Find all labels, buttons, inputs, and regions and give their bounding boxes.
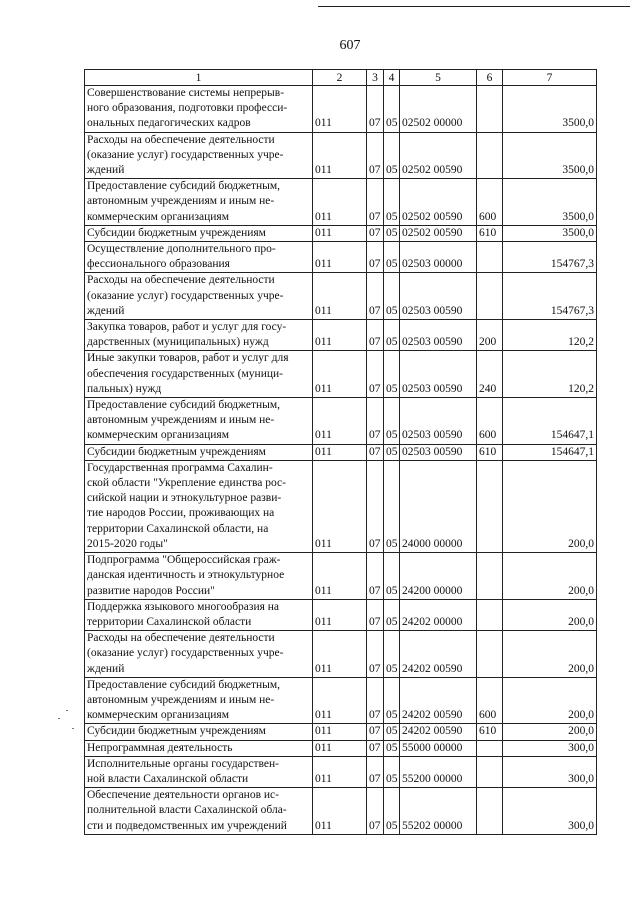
subsection-code-cell: 05 (384, 740, 400, 756)
item-name-line: Совершенствование системы непрерыв- (87, 87, 285, 99)
section-code-cell: 07 (367, 86, 384, 133)
item-name-line: (оказание услуг) государственных учре- (87, 647, 284, 660)
amount-cell: 120,2 (503, 320, 597, 351)
amount-cell: 3500,0 (503, 179, 597, 226)
section-code-cell: 07 (367, 788, 384, 835)
item-name-line: Иные закупки товаров, работ и услуг для (87, 352, 289, 365)
target-code-cell: 24000 00000 (400, 460, 477, 552)
table-row (85, 460, 597, 552)
ministry-code-cell: 011 (313, 273, 367, 320)
amount-cell: 3500,0 (503, 225, 597, 241)
target-code-cell: 02503 00590 (400, 444, 477, 460)
item-name-cell (85, 351, 313, 398)
ministry-code-cell: 011 (313, 460, 367, 552)
section-code-cell: 07 (367, 132, 384, 179)
table-row (85, 132, 597, 179)
item-name-line: ональных педагогических кадров (87, 117, 251, 130)
subsection-code-cell: 05 (384, 756, 400, 787)
item-name-line: сийской нации и этнокультурное разви- (87, 492, 282, 505)
column-header: 2 (313, 70, 367, 86)
subsection-code-cell: 05 (384, 320, 400, 351)
budget-table (84, 69, 597, 835)
ministry-code-cell: 011 (313, 398, 367, 445)
item-name-line: ной власти Сахалинской области (87, 772, 249, 785)
subsection-code-cell: 05 (384, 599, 400, 630)
section-code-cell: 07 (367, 677, 384, 724)
item-name-line: Подпрограмма "Общероссийская граж- (87, 554, 281, 567)
item-name-cell (85, 724, 313, 740)
table-row (85, 444, 597, 460)
item-name-line: Предоставление субсидий бюджетным, (87, 180, 281, 193)
target-code-cell: 02503 00590 (400, 273, 477, 320)
subsection-code-cell: 05 (384, 724, 400, 740)
item-name-line: обеспечения государственных (муници- (87, 367, 283, 380)
target-code-cell: 02502 00590 (400, 132, 477, 179)
ministry-code-cell: 011 (313, 677, 367, 724)
target-code-cell: 24202 00000 (400, 599, 477, 630)
subsection-code-cell: 05 (384, 444, 400, 460)
section-code-cell: 07 (367, 599, 384, 630)
amount-cell: 3500,0 (503, 86, 597, 133)
expense-type-cell (477, 631, 503, 678)
header-row (85, 70, 597, 86)
item-name-line: автономным учреждениям и иным не- (87, 414, 275, 427)
column-header: 6 (477, 70, 503, 86)
item-name-line: Предоставление субсидий бюджетным, (87, 399, 281, 412)
subsection-code-cell: 05 (384, 179, 400, 226)
expense-type-cell (477, 599, 503, 630)
amount-cell: 154767,3 (503, 273, 597, 320)
section-code-cell: 07 (367, 756, 384, 787)
section-code-cell: 07 (367, 724, 384, 740)
item-name-line: дарственных (муниципальных) нужд (87, 336, 269, 349)
table-row (85, 740, 597, 756)
ministry-code-cell: 011 (313, 444, 367, 460)
item-name-line: Субсидии бюджетным учреждениям (87, 226, 266, 239)
section-code-cell: 07 (367, 273, 384, 320)
expense-type-cell (477, 756, 503, 787)
item-name-cell (85, 320, 313, 351)
item-name-cell (85, 398, 313, 445)
table-row (85, 398, 597, 445)
scan-speck (66, 710, 68, 711)
ministry-code-cell: 011 (313, 724, 367, 740)
subsection-code-cell: 05 (384, 351, 400, 398)
item-name-line: сти и подведомственных им учреждений (87, 819, 287, 832)
subsection-code-cell: 05 (384, 677, 400, 724)
expense-type-cell (477, 788, 503, 835)
section-code-cell: 07 (367, 320, 384, 351)
subsection-code-cell: 05 (384, 132, 400, 179)
item-name-line: фессионального образования (87, 258, 230, 271)
subsection-code-cell: 05 (384, 553, 400, 600)
amount-cell: 154767,3 (503, 242, 597, 273)
expense-type-cell (477, 740, 503, 756)
column-header: 4 (384, 70, 400, 86)
item-name-line: Исполнительные органы государствен- (87, 757, 279, 770)
table-row (85, 179, 597, 226)
subsection-code-cell: 05 (384, 273, 400, 320)
item-name-cell (85, 132, 313, 179)
item-name-line: Государственная программа Сахалин- (87, 461, 273, 474)
target-code-cell: 24202 00590 (400, 724, 477, 740)
target-code-cell: 02502 00000 (400, 86, 477, 133)
amount-cell: 3500,0 (503, 132, 597, 179)
table-row (85, 273, 597, 320)
section-code-cell: 07 (367, 444, 384, 460)
amount-cell: 200,0 (503, 631, 597, 678)
ministry-code-cell: 011 (313, 86, 367, 133)
amount-cell: 120,2 (503, 351, 597, 398)
ministry-code-cell: 011 (313, 225, 367, 241)
expense-type-cell: 610 (477, 225, 503, 241)
expense-type-cell (477, 86, 503, 133)
ministry-code-cell: 011 (313, 553, 367, 600)
table-row (85, 599, 597, 630)
item-name-line: развитие народов России" (87, 584, 215, 597)
item-name-line: Субсидии бюджетным учреждениям (87, 445, 266, 458)
expense-type-cell (477, 132, 503, 179)
item-name-line: Предоставление субсидий бюджетным, (87, 678, 281, 691)
table-row (85, 351, 597, 398)
amount-cell: 300,0 (503, 740, 597, 756)
amount-cell: 300,0 (503, 756, 597, 787)
ministry-code-cell: 011 (313, 179, 367, 226)
table-row (85, 86, 597, 133)
page-number: 607 (339, 38, 361, 53)
target-code-cell: 55200 00000 (400, 756, 477, 787)
item-name-line: коммерческим организациям (87, 429, 229, 442)
table-row (85, 225, 597, 241)
item-name-cell (85, 273, 313, 320)
item-name-cell (85, 599, 313, 630)
table-row (85, 788, 597, 835)
ministry-code-cell: 011 (313, 132, 367, 179)
expense-type-cell (477, 460, 503, 552)
table-row (85, 553, 597, 600)
item-name-cell (85, 86, 313, 133)
subsection-code-cell: 05 (384, 788, 400, 835)
item-name-line: ного образования, подготовки професси- (87, 102, 288, 115)
target-code-cell: 24202 00590 (400, 631, 477, 678)
column-header: 3 (367, 70, 384, 86)
table-row (85, 756, 597, 787)
item-name-cell (85, 740, 313, 756)
section-code-cell: 07 (367, 460, 384, 552)
column-header: 1 (85, 70, 313, 86)
expense-type-cell (477, 242, 503, 273)
item-name-line: Обеспечение деятельности органов ис- (87, 789, 279, 802)
column-header: 7 (503, 70, 597, 86)
section-code-cell: 07 (367, 553, 384, 600)
section-code-cell: 07 (367, 179, 384, 226)
section-code-cell: 07 (367, 225, 384, 241)
item-name-line: пальных) нужд (87, 382, 162, 395)
ministry-code-cell: 011 (313, 320, 367, 351)
item-name-line: ской области "Укрепление единства рос- (87, 477, 286, 490)
amount-cell: 200,0 (503, 724, 597, 740)
item-name-line: Поддержка языкового многообразия на (87, 600, 280, 613)
expense-type-cell (477, 273, 503, 320)
item-name-line: ждений (87, 662, 125, 675)
ministry-code-cell: 011 (313, 740, 367, 756)
item-name-cell (85, 242, 313, 273)
section-code-cell: 07 (367, 631, 384, 678)
item-name-line: ждений (87, 164, 125, 177)
item-name-line: коммерческим организациям (87, 210, 229, 223)
ministry-code-cell: 011 (313, 599, 367, 630)
expense-type-cell: 600 (477, 179, 503, 226)
item-name-line: 2015-2020 годы" (87, 537, 168, 550)
item-name-cell (85, 444, 313, 460)
item-name-line: территории Сахалинской области, на (87, 522, 269, 535)
column-header: 5 (400, 70, 477, 86)
item-name-line: (оказание услуг) государственных учре- (87, 289, 284, 302)
item-name-line: автономным учреждениям и иным не- (87, 693, 275, 706)
target-code-cell: 24200 00000 (400, 553, 477, 600)
item-name-line: Расходы на обеспечение деятельности (87, 274, 275, 287)
expense-type-cell: 600 (477, 677, 503, 724)
section-code-cell: 07 (367, 398, 384, 445)
subsection-code-cell: 05 (384, 242, 400, 273)
item-name-line: тие народов России, проживающих на (87, 507, 275, 520)
item-name-line: Закупка товаров, работ и услуг для госу- (87, 321, 287, 334)
ministry-code-cell: 011 (313, 351, 367, 398)
item-name-cell (85, 631, 313, 678)
item-name-cell (85, 756, 313, 787)
expense-type-cell (477, 553, 503, 600)
target-code-cell: 02503 00000 (400, 242, 477, 273)
item-name-cell (85, 225, 313, 241)
item-name-line: Расходы на обеспечение деятельности (87, 632, 275, 645)
amount-cell: 154647,1 (503, 444, 597, 460)
expense-type-cell: 610 (477, 724, 503, 740)
amount-cell: 200,0 (503, 460, 597, 552)
item-name-cell (85, 460, 313, 552)
item-name-line: Непрограммная деятельность (87, 741, 233, 754)
subsection-code-cell: 05 (384, 86, 400, 133)
table-row (85, 631, 597, 678)
ministry-code-cell: 011 (313, 631, 367, 678)
target-code-cell: 02503 00590 (400, 351, 477, 398)
scan-speck (58, 718, 60, 719)
table-row (85, 724, 597, 740)
target-code-cell: 02503 00590 (400, 398, 477, 445)
target-code-cell: 02502 00590 (400, 225, 477, 241)
target-code-cell: 55000 00000 (400, 740, 477, 756)
target-code-cell: 02502 00590 (400, 179, 477, 226)
amount-cell: 200,0 (503, 599, 597, 630)
section-code-cell: 07 (367, 242, 384, 273)
subsection-code-cell: 05 (384, 398, 400, 445)
amount-cell: 154647,1 (503, 398, 597, 445)
scan-speck (72, 728, 74, 729)
ministry-code-cell: 011 (313, 788, 367, 835)
item-name-line: коммерческим организациям (87, 709, 229, 722)
table-row (85, 242, 597, 273)
ministry-code-cell: 011 (313, 242, 367, 273)
item-name-line: Субсидии бюджетным учреждениям (87, 725, 266, 738)
target-code-cell: 02503 00590 (400, 320, 477, 351)
expense-type-cell: 600 (477, 398, 503, 445)
item-name-line: полнительной власти Сахалинской обла- (87, 804, 287, 817)
item-name-cell (85, 788, 313, 835)
target-code-cell: 55202 00000 (400, 788, 477, 835)
amount-cell: 300,0 (503, 788, 597, 835)
amount-cell: 200,0 (503, 677, 597, 724)
item-name-line: Расходы на обеспечение деятельности (87, 133, 275, 146)
item-name-line: автономным учреждениям и иным не- (87, 195, 275, 208)
item-name-line: ждений (87, 304, 125, 317)
section-code-cell: 07 (367, 351, 384, 398)
item-name-cell (85, 677, 313, 724)
top-rule (318, 6, 630, 7)
subsection-code-cell: 05 (384, 225, 400, 241)
table-row (85, 677, 597, 724)
item-name-line: Осуществление дополнительного про- (87, 243, 276, 256)
subsection-code-cell: 05 (384, 631, 400, 678)
target-code-cell: 24202 00590 (400, 677, 477, 724)
item-name-line: (оказание услуг) государственных учре- (87, 148, 284, 161)
expense-type-cell: 240 (477, 351, 503, 398)
amount-cell: 200,0 (503, 553, 597, 600)
section-code-cell: 07 (367, 740, 384, 756)
item-name-line: данская идентичность и этнокультурное (87, 569, 285, 582)
item-name-line: территории Сахалинской области (87, 615, 252, 628)
expense-type-cell: 200 (477, 320, 503, 351)
item-name-cell (85, 553, 313, 600)
expense-type-cell: 610 (477, 444, 503, 460)
subsection-code-cell: 05 (384, 460, 400, 552)
table-row (85, 320, 597, 351)
item-name-cell (85, 179, 313, 226)
ministry-code-cell: 011 (313, 756, 367, 787)
table-body (85, 86, 597, 835)
